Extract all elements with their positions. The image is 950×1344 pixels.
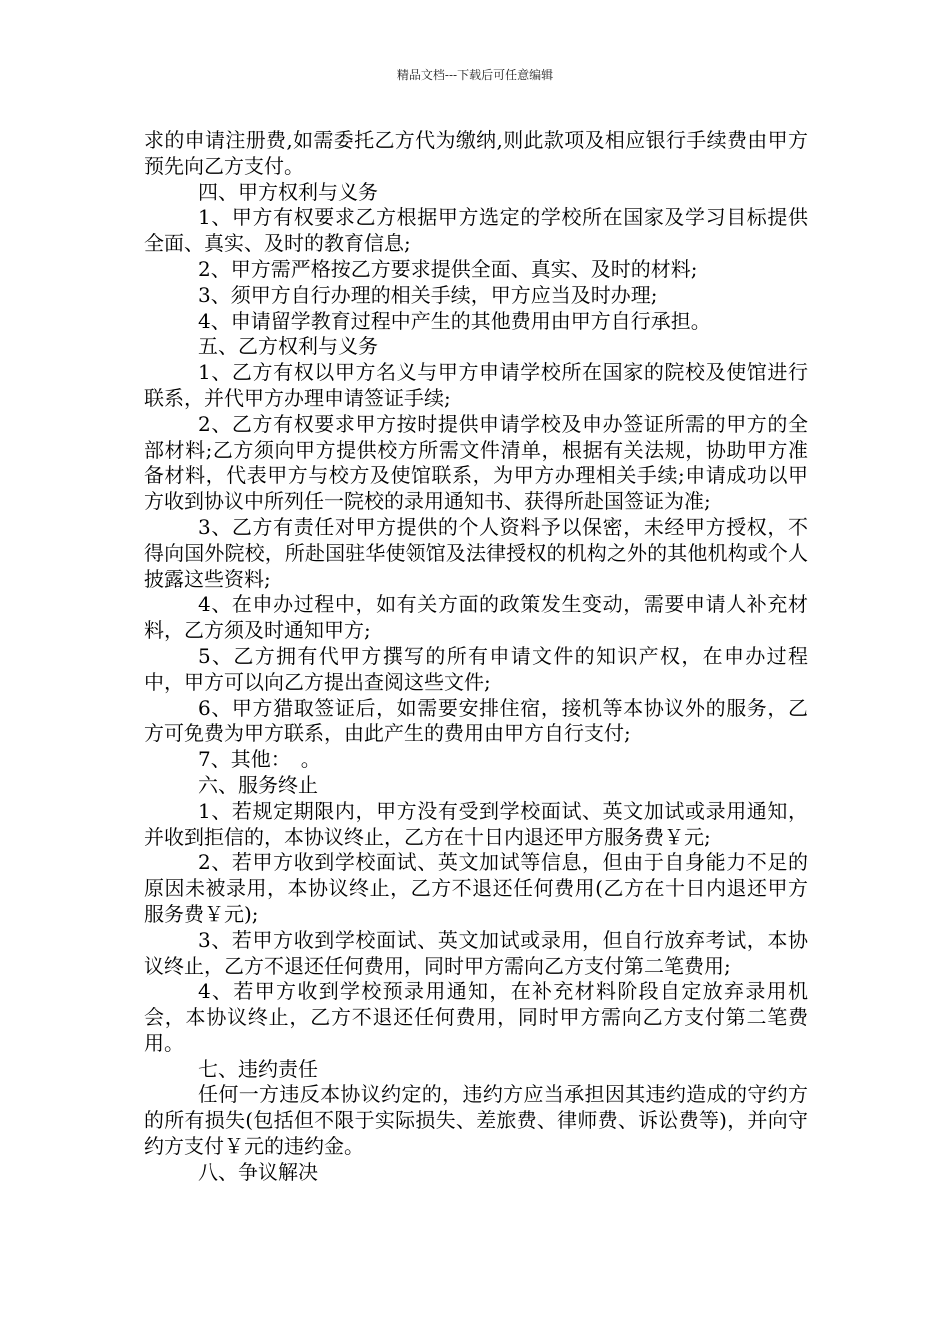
clause-6-4: 4、若甲方收到学校预录用通知，在补充材料阶段自定放弃录用机会，本协议终止，乙方不退还任何费用，同时甲方需向乙方支付第二笔费用。 <box>144 979 808 1055</box>
document-body <box>144 128 808 1186</box>
clause-6-2: 2、若甲方收到学校面试、英文加试等信息，但由于自身能力不足的原因未被录用，本协议终止，乙方不退还任何费用(乙方在十日内退还甲方服务费￥元); <box>144 850 808 926</box>
clause-6-1: 1、若规定期限内，甲方没有受到学校面试、英文加试或录用通知，并收到拒信的，本协议终止，乙方在十日内退还甲方服务费￥元; <box>144 798 808 849</box>
clause-5-1: 1、乙方有权以甲方名义与甲方申请学校所在国家的院校及使馆进行联系，并代甲方办理申请签证手续; <box>144 360 808 410</box>
section-heading-8: 八、争议解决 <box>198 1159 318 1184</box>
section-heading-7: 七、违约责任 <box>198 1056 318 1081</box>
clause-5-5: 5、乙方拥有代甲方撰写的所有申请文件的知识产权，在申办过程中，甲方可以向乙方提出查阅这些文件; <box>144 643 808 694</box>
clause-7-text: 任何一方违反本协议约定的，违约方应当承担因其违约造成的守约方的所有损失(包括但不限于实际损失、差旅费、律师费、诉讼费等)，并向守约方支付￥元的违约金。 <box>144 1082 808 1159</box>
page-header: 精品文档---下载后可任意编辑 <box>396 68 554 82</box>
clause-4-3: 3、须甲方自行办理的相关手续，甲方应当及时办理; <box>198 282 658 307</box>
clause-5-3: 3、乙方有责任对甲方提供的个人资料予以保密，未经甲方授权，不得向国外院校，所赴国驻华使领馆及法律授权的机构之外的其他机构或个人披露这些资料; <box>144 514 808 591</box>
clause-4-4: 4、申请留学教育过程中产生的其他费用由甲方自行承担。 <box>198 308 711 333</box>
clause-5-2: 2、乙方有权要求甲方按时提供申请学校及申办签证所需的甲方的全部材料;乙方须向甲方提供校方所需文件清单，根据有关法规，协助甲方准备材料，代表甲方与校方及使馆联系，为甲方办理相关手续;申请成功以甲方收到协议中所列任一院校的录用通知书、获得所赴国签证为准; <box>144 411 808 514</box>
section-heading-4: 四、甲方权利与义务 <box>198 179 378 204</box>
clause-5-7: 7、其他： 。 <box>198 747 321 772</box>
paragraph-continuation: 求的申请注册费,如需委托乙方代为缴纳,则此款项及相应银行手续费由甲方预先向乙方支付。 <box>144 128 808 178</box>
clause-5-6: 6、甲方猎取签证后，如需要安排住宿，接机等本协议外的服务，乙方可免费为甲方联系，由此产生的费用由甲方自行支付; <box>144 695 808 746</box>
clause-4-1: 1、甲方有权要求乙方根据甲方选定的学校所在国家及学习目标提供全面、真实、及时的教育信息; <box>144 205 808 256</box>
clause-4-2: 2、甲方需严格按乙方要求提供全面、真实、及时的材料; <box>198 256 698 281</box>
section-heading-5: 五、乙方权利与义务 <box>198 334 378 359</box>
clause-5-4: 4、在申办过程中，如有关方面的政策发生变动，需要申请人补充材料，乙方须及时通知甲方; <box>144 592 808 643</box>
section-heading-6: 六、服务终止 <box>198 772 318 797</box>
clause-6-3: 3、若甲方收到学校面试、英文加试或录用，但自行放弃考试，本协议终止，乙方不退还任何费用，同时甲方需向乙方支付第二笔费用; <box>144 927 808 978</box>
